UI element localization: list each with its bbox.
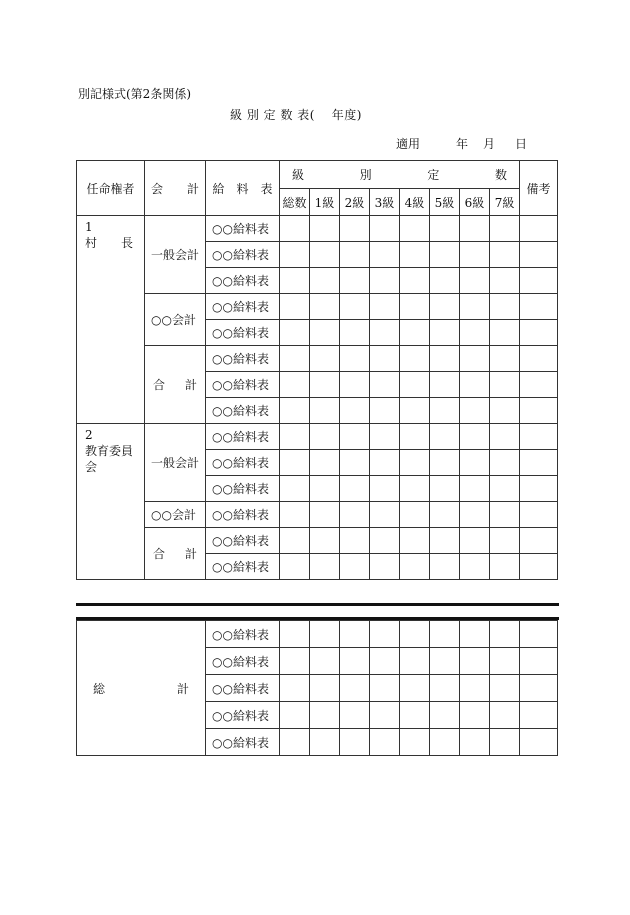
grade-cell[interactable] — [310, 554, 340, 580]
grade-cell[interactable] — [490, 502, 520, 528]
grade-cell[interactable] — [310, 502, 340, 528]
appointer-number: 2 — [85, 428, 93, 442]
grade-cell[interactable] — [460, 675, 490, 702]
grade-cell[interactable] — [460, 424, 490, 450]
remarks-cell[interactable] — [520, 648, 558, 675]
date-day: 日 — [515, 137, 528, 151]
grade-quota-table — [76, 160, 558, 580]
grade-cell[interactable] — [280, 398, 310, 424]
grade-cell[interactable] — [460, 648, 490, 675]
col-appointer: 任命権者 — [77, 161, 145, 216]
grade-cell[interactable] — [400, 528, 430, 554]
grade-cell[interactable] — [400, 502, 430, 528]
remarks-cell[interactable] — [520, 268, 558, 294]
grade-cell[interactable] — [370, 621, 400, 648]
grade-cell[interactable] — [340, 702, 370, 729]
remarks-cell[interactable] — [520, 398, 558, 424]
grade-cell[interactable] — [400, 424, 430, 450]
grade-cell[interactable] — [400, 648, 430, 675]
grade-cell[interactable] — [340, 476, 370, 502]
remarks-cell[interactable] — [520, 372, 558, 398]
date-label: 適用 — [396, 137, 421, 151]
grade-cell[interactable] — [340, 346, 370, 372]
grade-cell[interactable] — [400, 268, 430, 294]
grade-cell[interactable] — [460, 294, 490, 320]
grade-quota-char: 数 — [495, 168, 508, 182]
grade-cell[interactable] — [490, 320, 520, 346]
appointer-cell — [77, 216, 145, 424]
grade-cell[interactable] — [340, 729, 370, 756]
grade-cell[interactable] — [310, 450, 340, 476]
remarks-cell[interactable] — [520, 450, 558, 476]
grade-cell[interactable] — [400, 675, 430, 702]
grade-cell[interactable] — [460, 372, 490, 398]
grade-cell[interactable] — [460, 729, 490, 756]
table-row — [77, 346, 558, 372]
grade-cell[interactable] — [430, 346, 460, 372]
grade-cell[interactable] — [370, 648, 400, 675]
table-row — [77, 621, 558, 648]
grade-cell[interactable] — [430, 702, 460, 729]
grade-cell[interactable] — [430, 621, 460, 648]
grade-cell[interactable] — [280, 729, 310, 756]
grade-cell[interactable] — [430, 216, 460, 242]
salary-table-label: ○○給料表 — [206, 216, 280, 242]
grade-cell[interactable] — [340, 450, 370, 476]
grade-cell[interactable] — [400, 242, 430, 268]
remarks-cell[interactable] — [520, 502, 558, 528]
grade-quota-char: 別 — [359, 168, 372, 182]
grade-cell[interactable] — [400, 476, 430, 502]
col-grade-2: 2級 — [340, 189, 370, 216]
grade-quota-char: 級 — [292, 168, 305, 182]
date-month: 月 — [483, 137, 496, 151]
grade-cell[interactable] — [400, 554, 430, 580]
grade-cell[interactable] — [370, 702, 400, 729]
remarks-cell[interactable] — [520, 729, 558, 756]
remarks-cell[interactable] — [520, 424, 558, 450]
grade-cell[interactable] — [310, 372, 340, 398]
grade-cell[interactable] — [460, 398, 490, 424]
col-grade-3: 3級 — [370, 189, 400, 216]
grade-cell[interactable] — [280, 346, 310, 372]
grade-cell[interactable] — [430, 528, 460, 554]
grade-cell[interactable] — [400, 372, 430, 398]
remarks-cell[interactable] — [520, 554, 558, 580]
grade-cell[interactable] — [460, 242, 490, 268]
grade-cell[interactable] — [460, 621, 490, 648]
grade-cell[interactable] — [370, 346, 400, 372]
grade-cell[interactable] — [310, 528, 340, 554]
table-row — [77, 502, 558, 528]
salary-table-label: ○○給料表 — [206, 702, 280, 729]
grade-cell[interactable] — [280, 450, 310, 476]
col-grade-total: 総数 — [280, 189, 310, 216]
subtotal-char: 合 — [153, 547, 166, 561]
grade-cell[interactable] — [400, 216, 430, 242]
grade-cell[interactable] — [430, 476, 460, 502]
grade-cell[interactable] — [490, 268, 520, 294]
grade-cell[interactable] — [310, 320, 340, 346]
grade-cell[interactable] — [370, 268, 400, 294]
grade-cell[interactable] — [430, 372, 460, 398]
account-subtotal — [145, 346, 206, 424]
grade-cell[interactable] — [490, 242, 520, 268]
account-subtotal — [145, 528, 206, 580]
col-account: 会 計 — [145, 161, 206, 216]
salary-table-label: ○○給料表 — [206, 424, 280, 450]
grade-cell[interactable] — [490, 476, 520, 502]
grade-cell[interactable] — [490, 729, 520, 756]
grade-cell[interactable] — [340, 502, 370, 528]
grade-cell[interactable] — [340, 424, 370, 450]
grade-cell[interactable] — [310, 729, 340, 756]
grade-cell[interactable] — [490, 346, 520, 372]
salary-table-label: ○○給料表 — [206, 268, 280, 294]
grade-cell[interactable] — [280, 424, 310, 450]
table-row — [77, 294, 558, 320]
salary-table-label: ○○給料表 — [206, 621, 280, 648]
grade-cell[interactable] — [340, 372, 370, 398]
grade-cell[interactable] — [460, 476, 490, 502]
grade-cell[interactable] — [370, 554, 400, 580]
grade-cell[interactable] — [460, 528, 490, 554]
remarks-cell[interactable] — [520, 476, 558, 502]
grade-cell[interactable] — [460, 702, 490, 729]
remarks-cell[interactable] — [520, 216, 558, 242]
grade-cell[interactable] — [460, 346, 490, 372]
salary-table-label: ○○給料表 — [206, 346, 280, 372]
grade-cell[interactable] — [280, 372, 310, 398]
grade-cell[interactable] — [310, 242, 340, 268]
grade-cell[interactable] — [430, 424, 460, 450]
col-grade-6: 6級 — [460, 189, 490, 216]
grade-cell[interactable] — [490, 424, 520, 450]
appointer-cell — [77, 424, 145, 580]
form-title: 級 別 定 数 表( 年度) — [230, 108, 362, 122]
grade-cell[interactable] — [400, 621, 430, 648]
grade-cell[interactable] — [280, 621, 310, 648]
grade-cell[interactable] — [310, 346, 340, 372]
grade-cell[interactable] — [400, 320, 430, 346]
col-salary-table: 給 料 表 — [206, 161, 280, 216]
appointer-name: 教育委員 会 — [85, 444, 134, 474]
grade-cell[interactable] — [310, 675, 340, 702]
grade-cell[interactable] — [340, 216, 370, 242]
grade-cell[interactable] — [430, 242, 460, 268]
appointer-number: 1 — [85, 220, 93, 234]
col-grade-5: 5級 — [430, 189, 460, 216]
salary-table-label: ○○給料表 — [206, 294, 280, 320]
grade-cell[interactable] — [280, 702, 310, 729]
appointer-name: 村 長 — [85, 236, 134, 250]
grade-cell[interactable] — [340, 675, 370, 702]
grade-cell[interactable] — [430, 294, 460, 320]
grade-cell[interactable] — [280, 476, 310, 502]
grade-cell[interactable] — [430, 675, 460, 702]
table-row — [77, 216, 558, 242]
grade-cell[interactable] — [370, 528, 400, 554]
grade-cell[interactable] — [370, 372, 400, 398]
grade-cell[interactable] — [280, 675, 310, 702]
grade-cell[interactable] — [430, 648, 460, 675]
remarks-cell[interactable] — [520, 528, 558, 554]
grade-cell[interactable] — [460, 450, 490, 476]
grade-cell[interactable] — [400, 729, 430, 756]
salary-table-label: ○○給料表 — [206, 242, 280, 268]
grade-cell[interactable] — [490, 372, 520, 398]
salary-table-label: ○○給料表 — [206, 675, 280, 702]
grade-cell[interactable] — [310, 621, 340, 648]
grade-cell[interactable] — [280, 268, 310, 294]
remarks-cell[interactable] — [520, 294, 558, 320]
grade-cell[interactable] — [310, 294, 340, 320]
grade-cell[interactable] — [370, 675, 400, 702]
grade-cell[interactable] — [310, 476, 340, 502]
grand-total-table — [76, 620, 558, 756]
grade-cell[interactable] — [370, 502, 400, 528]
subtotal-char: 合 — [153, 378, 166, 392]
grade-cell[interactable] — [280, 294, 310, 320]
grade-cell[interactable] — [400, 294, 430, 320]
grade-cell[interactable] — [490, 450, 520, 476]
grand-total-char: 計 — [176, 681, 189, 696]
salary-table-label: ○○給料表 — [206, 648, 280, 675]
grade-cell[interactable] — [340, 648, 370, 675]
grade-cell[interactable] — [400, 346, 430, 372]
grade-cell[interactable] — [280, 648, 310, 675]
grade-cell[interactable] — [370, 424, 400, 450]
subtotal-char: 計 — [184, 378, 197, 392]
remarks-cell[interactable] — [520, 320, 558, 346]
grade-cell[interactable] — [310, 268, 340, 294]
grade-cell[interactable] — [490, 648, 520, 675]
account-general: 一般会計 — [145, 424, 206, 502]
grade-cell[interactable] — [490, 702, 520, 729]
col-grade-quota — [280, 161, 520, 189]
grade-cell[interactable] — [280, 554, 310, 580]
grade-cell[interactable] — [460, 502, 490, 528]
grade-cell[interactable] — [370, 450, 400, 476]
grade-cell[interactable] — [430, 502, 460, 528]
grade-cell[interactable] — [340, 554, 370, 580]
separator-line — [76, 603, 559, 606]
grade-cell[interactable] — [490, 621, 520, 648]
grade-cell[interactable] — [340, 242, 370, 268]
account-other: ○○会計 — [145, 294, 206, 346]
grade-cell[interactable] — [310, 648, 340, 675]
grade-cell[interactable] — [280, 320, 310, 346]
header-note: 別記様式(第2条関係) — [78, 87, 191, 101]
grade-cell[interactable] — [370, 476, 400, 502]
grade-cell[interactable] — [490, 554, 520, 580]
col-grade-4: 4級 — [400, 189, 430, 216]
grade-cell[interactable] — [340, 268, 370, 294]
grade-cell[interactable] — [490, 528, 520, 554]
grade-cell[interactable] — [490, 294, 520, 320]
grand-total-label — [77, 621, 206, 756]
col-grade-1: 1級 — [310, 189, 340, 216]
grade-cell[interactable] — [460, 268, 490, 294]
account-general: 一般会計 — [145, 216, 206, 294]
grade-cell[interactable] — [280, 502, 310, 528]
grade-cell[interactable] — [310, 424, 340, 450]
grade-cell[interactable] — [490, 675, 520, 702]
salary-table-label: ○○給料表 — [206, 729, 280, 756]
grade-cell[interactable] — [340, 398, 370, 424]
grade-cell[interactable] — [280, 242, 310, 268]
grade-cell[interactable] — [280, 528, 310, 554]
col-grade-7: 7級 — [490, 189, 520, 216]
grade-cell[interactable] — [370, 398, 400, 424]
remarks-cell[interactable] — [520, 346, 558, 372]
grade-cell[interactable] — [460, 216, 490, 242]
salary-table-label: ○○給料表 — [206, 476, 280, 502]
account-other: ○○会計 — [145, 502, 206, 528]
remarks-cell[interactable] — [520, 621, 558, 648]
col-remarks: 備考 — [520, 161, 558, 216]
grade-cell[interactable] — [430, 554, 460, 580]
grade-cell[interactable] — [370, 320, 400, 346]
grade-cell[interactable] — [310, 398, 340, 424]
grade-cell[interactable] — [430, 450, 460, 476]
grade-cell[interactable] — [340, 294, 370, 320]
grade-cell[interactable] — [400, 702, 430, 729]
grade-cell[interactable] — [280, 216, 310, 242]
grade-cell[interactable] — [340, 320, 370, 346]
salary-table-label: ○○給料表 — [206, 554, 280, 580]
table-row — [77, 424, 558, 450]
grade-cell[interactable] — [310, 702, 340, 729]
grade-cell[interactable] — [460, 320, 490, 346]
grand-total-char: 総 — [93, 681, 106, 696]
salary-table-label: ○○給料表 — [206, 502, 280, 528]
subtotal-char: 計 — [184, 547, 197, 561]
grade-cell[interactable] — [460, 554, 490, 580]
table-row — [77, 528, 558, 554]
salary-table-label: ○○給料表 — [206, 398, 280, 424]
grade-cell[interactable] — [430, 398, 460, 424]
grade-cell[interactable] — [340, 621, 370, 648]
grade-cell[interactable] — [370, 242, 400, 268]
salary-table-label: ○○給料表 — [206, 450, 280, 476]
remarks-cell[interactable] — [520, 242, 558, 268]
grade-cell[interactable] — [430, 729, 460, 756]
grade-cell[interactable] — [310, 216, 340, 242]
remarks-cell[interactable] — [520, 702, 558, 729]
grade-cell[interactable] — [370, 729, 400, 756]
grade-cell[interactable] — [400, 398, 430, 424]
remarks-cell[interactable] — [520, 675, 558, 702]
grade-quota-char: 定 — [427, 168, 440, 182]
salary-table-label: ○○給料表 — [206, 528, 280, 554]
grade-cell[interactable] — [400, 450, 430, 476]
grade-cell[interactable] — [430, 320, 460, 346]
grade-cell[interactable] — [430, 268, 460, 294]
grade-cell[interactable] — [490, 398, 520, 424]
grade-cell[interactable] — [340, 528, 370, 554]
grade-cell[interactable] — [370, 216, 400, 242]
date-year: 年 — [456, 137, 469, 151]
salary-table-label: ○○給料表 — [206, 320, 280, 346]
grade-cell[interactable] — [490, 216, 520, 242]
salary-table-label: ○○給料表 — [206, 372, 280, 398]
grade-cell[interactable] — [370, 294, 400, 320]
